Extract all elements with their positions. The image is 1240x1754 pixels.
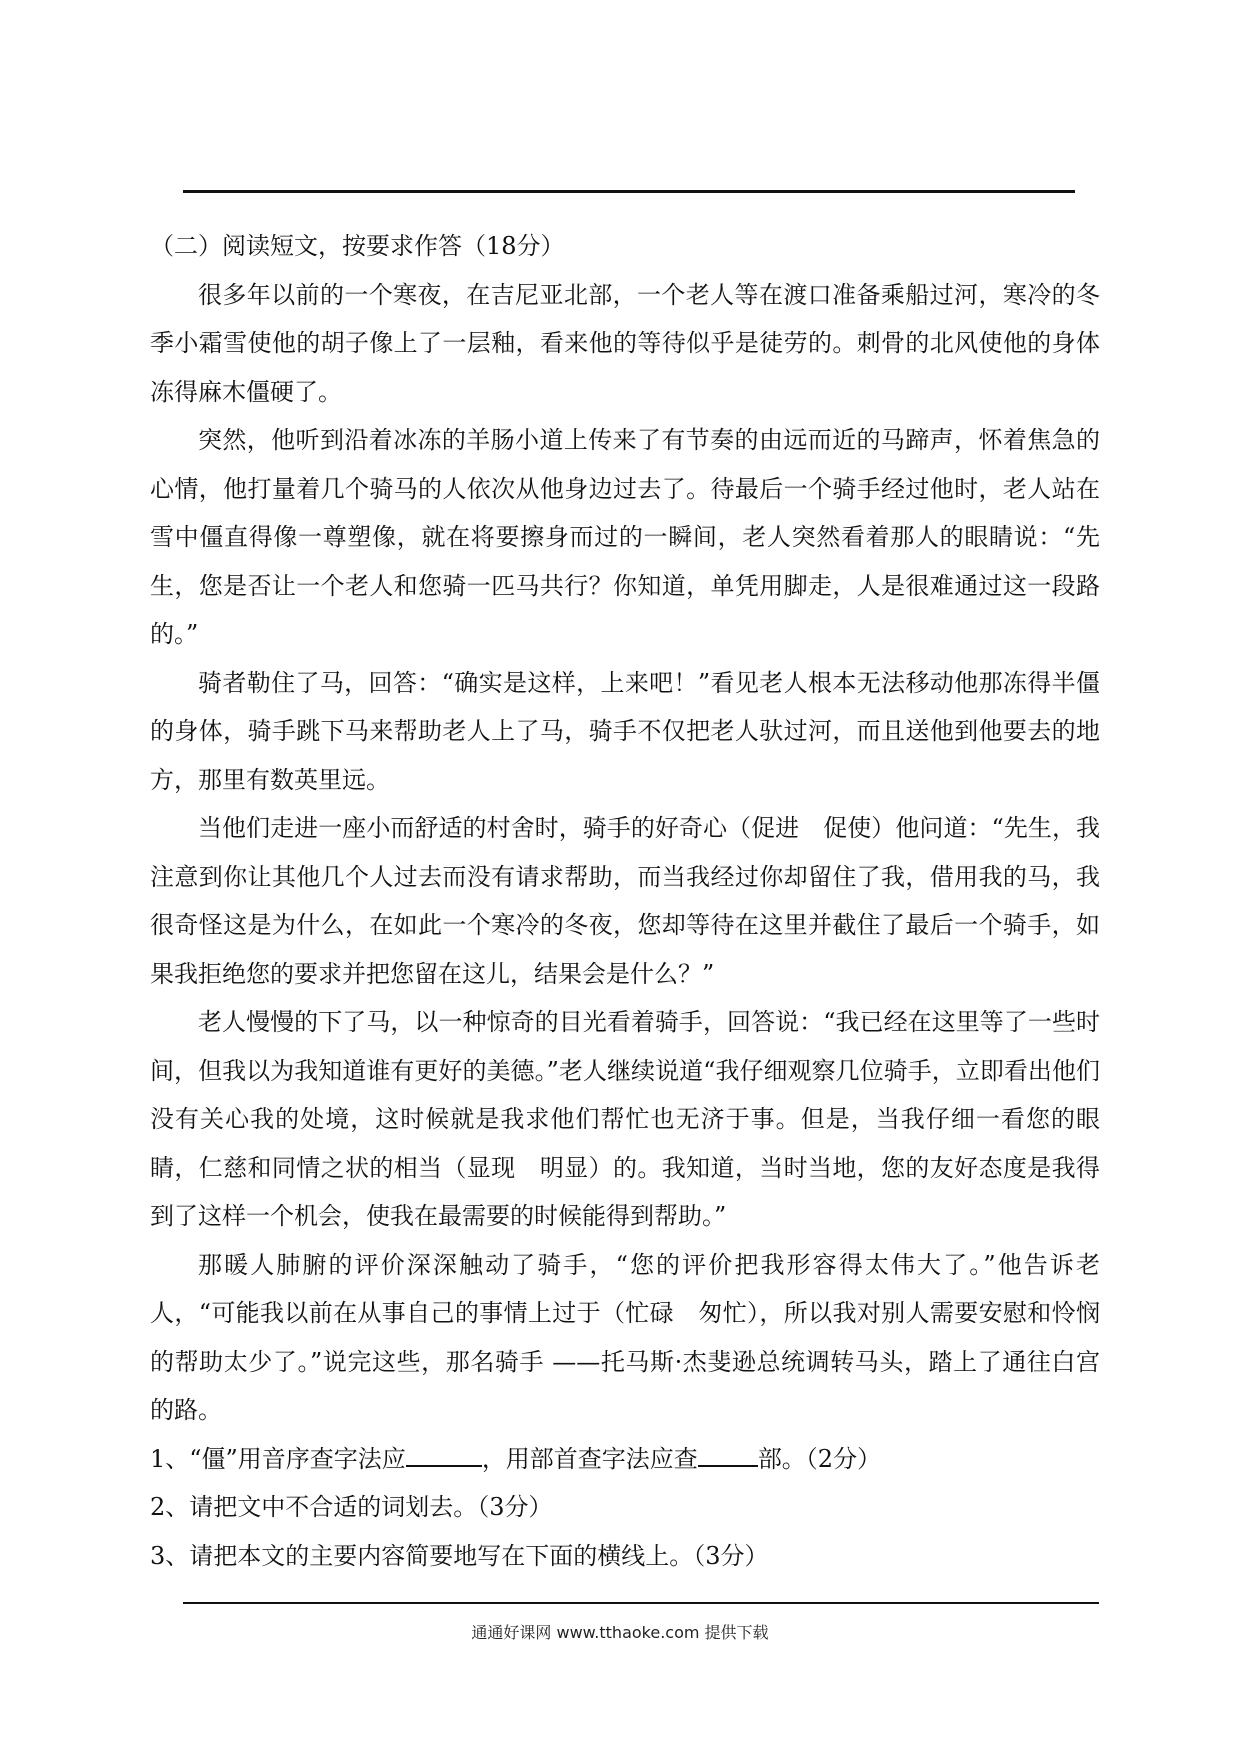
question-1-text-b: ，用部首查字法应查 <box>481 1444 698 1473</box>
question-1 <box>150 1435 1100 1484</box>
reading-passage <box>150 271 1100 1435</box>
worksheet-body <box>150 222 1100 1580</box>
passage-paragraph-6: 那暖人肺腑的评价深深触动了骑手，“您的评价把我形容得太伟大了。”他告诉老人，“可能我以前在从事自己的事情上过于（忙碌 匆忙），所以我对别人需要安慰和怜悯的帮助太少了。”说完这些，那名骑手 ——托马斯·杰斐逊总统调转马头，踏上了通往白宫的路。 <box>150 1250 1100 1424</box>
passage-paragraph-2: 突然，他听到沿着冰冻的羊肠小道上传来了有节奏的由远而近的马蹄声，怀着焦急的心情，他打量着几个骑马的人依次从他身边过去了。待最后一个骑手经过他时，老人站在雪中僵直得像一尊塑像，就在将要擦身而过的一瞬间，老人突然看着那人的眼睛说：“先生，您是否让一个老人和您骑一匹马共行？你知道，单凭用脚走，人是很难通过这一段路的。” <box>150 426 1100 648</box>
passage-paragraph-3: 骑者勒住了马，回答：“确实是这样，上来吧！”看见老人根本无法移动他那冻得半僵的身体，骑手跳下马来帮助老人上了马，骑手不仅把老人驮过河，而且送他到他要去的地方，那里有数英里远。 <box>150 668 1100 794</box>
passage-paragraph-1: 很多年以前的一个寒夜，在吉尼亚北部，一个老人等在渡口准备乘船过河，寒冷的冬季小霜雪使他的胡子像上了一层釉，看来他的等待似乎是徒劳的。刺骨的北风使他的身体冻得麻木僵硬了。 <box>150 280 1100 406</box>
answer-blank-pinyin[interactable] <box>406 1441 482 1467</box>
question-1-text-c: 部。（2分） <box>757 1444 882 1473</box>
section-heading: （二）阅读短文，按要求作答（18分） <box>150 232 565 260</box>
question-2: 2、请把文中不合适的词划去。（3分） <box>150 1493 553 1521</box>
answer-blank-radical[interactable] <box>698 1441 758 1467</box>
footer-credit: 通通好课网 www.tthaoke.com 提供下载 <box>471 1623 769 1642</box>
passage-paragraph-4: 当他们走进一座小而舒适的村舍时，骑手的好奇心（促进 促使）他问道：“先生，我注意到你让其他几个人过去而没有请求帮助，而当我经过你却留住了我，借用我的马，我很奇怪这是为什么，在如此一个寒冷的冬夜，您却等待在这里并截住了最后一个骑手，如果我拒绝您的要求并把您留在这儿，结果会是什么？” <box>150 814 1100 988</box>
passage-paragraph-5: 老人慢慢的下了马，以一种惊奇的目光看着骑手，回答说：“我已经在这里等了一些时间，但我以为我知道谁有更好的美德。”老人继续说道“我仔细观察几位骑手，立即看出他们没有关心我的处境，这时候就是我求他们帮忙也无济于事。但是，当我仔细一看您的眼睛，仁慈和同情之状的相当（显现 明显）的。我知道，当时当地，您的友好态度是我得到了这样一个机会，使我在最需要的时候能得到帮助。” <box>150 1008 1100 1230</box>
question-1-text-a: 1、“僵”用音序查字法应 <box>150 1444 406 1473</box>
question-3: 3、请把本文的主要内容简要地写在下面的横线上。（3分） <box>150 1541 769 1570</box>
top-divider <box>183 190 1075 193</box>
answer-line[interactable] <box>183 1602 1099 1604</box>
